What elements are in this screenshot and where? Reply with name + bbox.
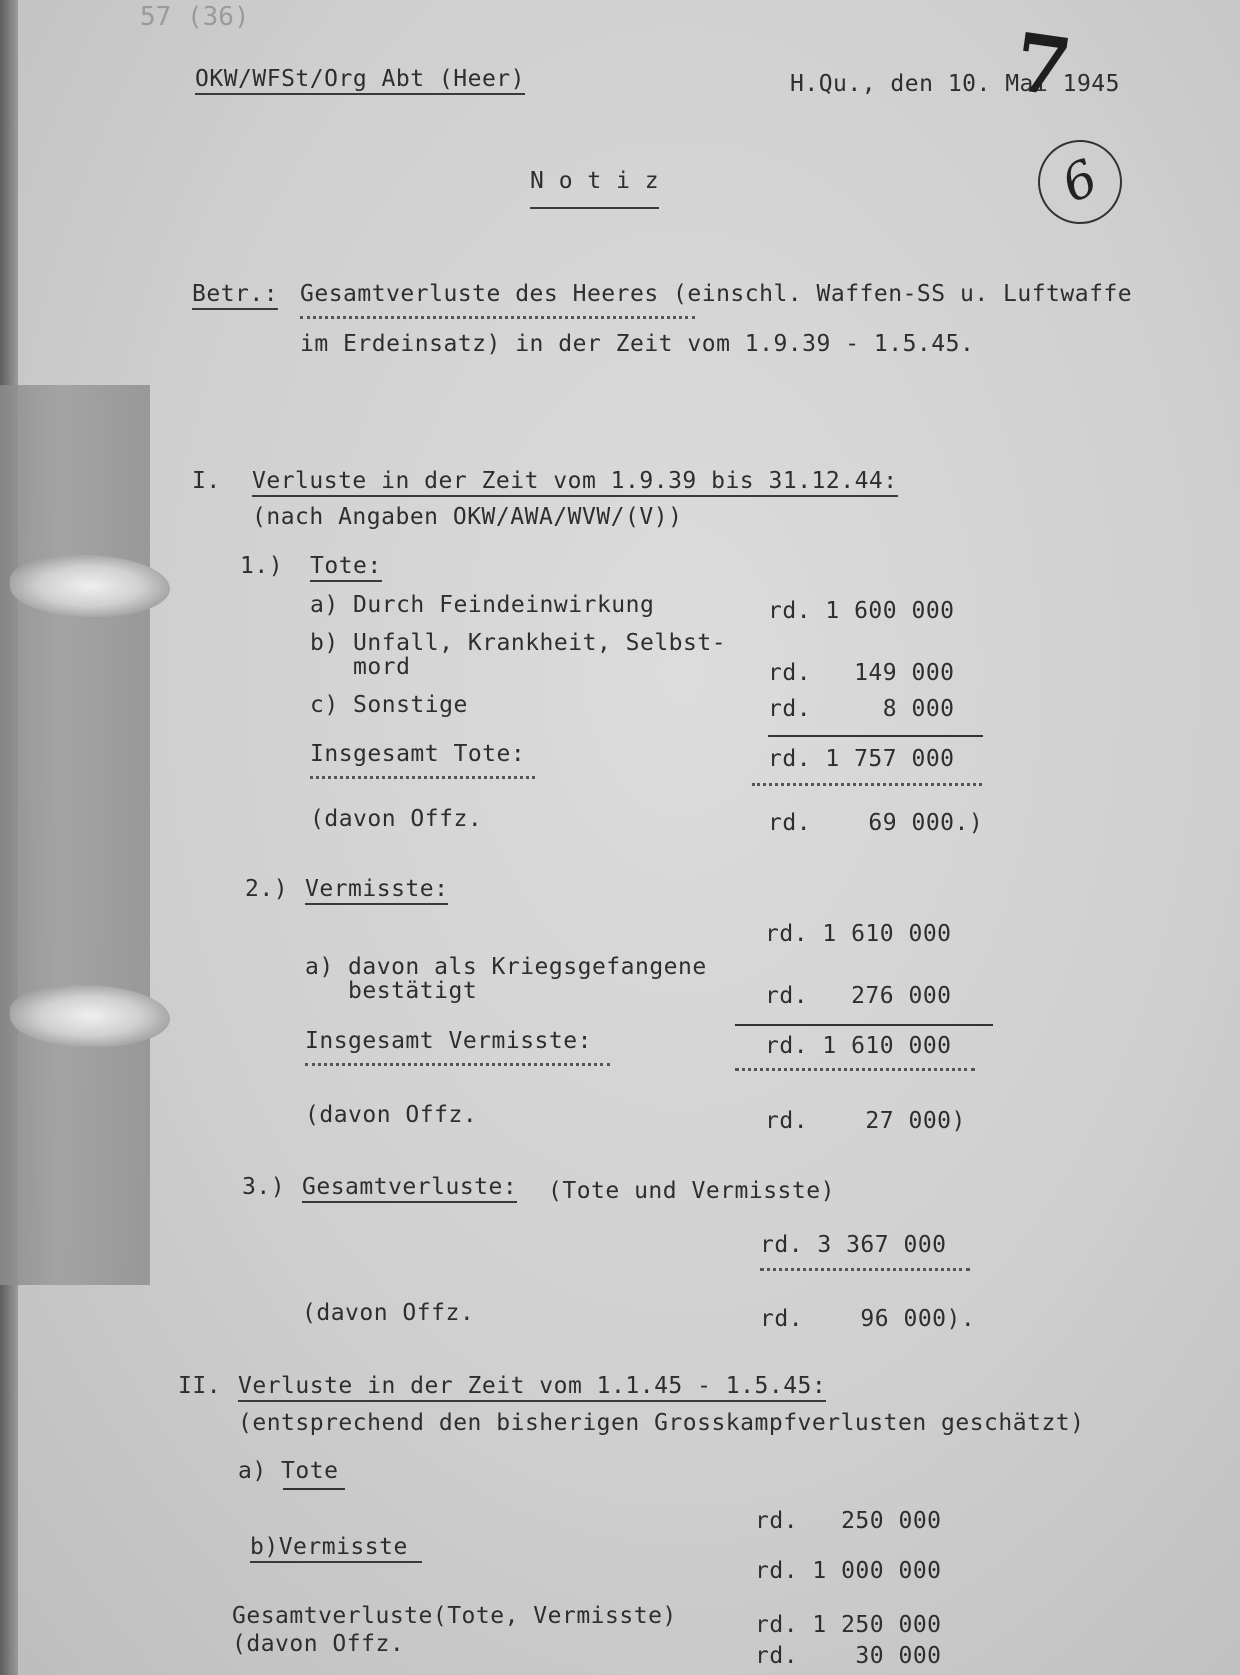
section-2-total-label: Gesamtverluste(Tote, Vermisste): [232, 1603, 677, 1629]
document-title: N o t i z: [530, 170, 659, 209]
vermisste-total-label: Insgesamt Vermisste:: [305, 1028, 592, 1054]
section-2-a-value: rd. 250 000: [755, 1508, 942, 1534]
gesamt-value: rd. 3 367 000: [760, 1232, 947, 1258]
vermisste-offz-value: rd. 27 000): [765, 1108, 966, 1134]
tote-c-label: c) Sonstige: [310, 692, 468, 718]
section-2-offz-value: rd. 30 000: [755, 1643, 942, 1669]
vermisste-number: 2.): [245, 876, 289, 902]
section-1-heading: Verluste in der Zeit vom 1.9.39 bis 31.12.44:: [252, 470, 898, 497]
double-underline: [752, 783, 982, 786]
gesamt-number: 3.): [242, 1174, 286, 1200]
gesamt-offz-label: (davon Offz.: [302, 1300, 475, 1326]
subject-label: Betr.:: [192, 283, 278, 310]
double-underline: [760, 1268, 970, 1271]
tote-b-value: rd. 149 000: [768, 660, 955, 686]
subject-line-1: Gesamtverluste des Heeres (einschl. Waffen-SS u. Luftwaffe: [300, 281, 1133, 307]
tote-offz-label: (davon Offz.: [310, 806, 483, 832]
corner-note: 57 (36): [140, 2, 250, 32]
tote-total-label: Insgesamt Tote:: [310, 741, 526, 767]
double-underline: [310, 776, 535, 779]
section-2-total-value: rd. 1 250 000: [755, 1612, 942, 1638]
handwritten-seven: 7: [1008, 14, 1077, 116]
section-2-a-label: a) Tote: [238, 1458, 339, 1484]
label-underline: [283, 1488, 345, 1490]
section-1-numeral: I.: [192, 468, 221, 494]
binding-tape: [0, 385, 150, 1285]
vermisste-heading: Vermisste:: [305, 878, 448, 905]
vermisste-a-value: rd. 276 000: [765, 983, 952, 1009]
section-2-note: (entsprechend den bisherigen Grosskampfverlusten geschätzt): [238, 1410, 1085, 1436]
tote-a-value: rd. 1 600 000: [768, 598, 955, 624]
gesamt-offz-value: rd. 96 000).: [760, 1306, 976, 1332]
section-2-heading: Verluste in der Zeit vom 1.1.45 - 1.5.45:: [238, 1375, 826, 1402]
vermisste-offz-label: (davon Offz.: [305, 1102, 478, 1128]
section-2-b-label: b)Vermisste: [250, 1536, 422, 1563]
sum-rule: [735, 1024, 993, 1026]
tote-heading: Tote:: [310, 555, 382, 582]
gesamt-heading-suffix: (Tote und Vermisste): [548, 1178, 835, 1204]
gesamt-heading: Gesamtverluste:: [302, 1176, 517, 1203]
vermisste-total-value: rd. 1 610 000: [765, 1033, 952, 1059]
tote-total-value: rd. 1 757 000: [768, 746, 955, 772]
circled-page-number: 6: [1024, 126, 1136, 238]
tote-b-label-2: mord: [310, 654, 411, 680]
vermisste-a-label-2: bestätigt: [305, 978, 478, 1004]
section-2-b-value: rd. 1 000 000: [755, 1558, 942, 1584]
tote-c-value: rd. 8 000: [768, 696, 955, 722]
tote-number: 1.): [240, 553, 284, 579]
vermisste-value: rd. 1 610 000: [765, 921, 952, 947]
double-underline: [305, 1063, 610, 1066]
sum-rule: [768, 735, 983, 737]
double-underline: [300, 316, 695, 319]
section-1-source: (nach Angaben OKW/AWA/WVW/(V)): [252, 504, 683, 530]
office-header: OKW/WFSt/Org Abt (Heer): [195, 68, 525, 95]
section-2-numeral: II.: [178, 1373, 222, 1399]
tote-a-label: a) Durch Feindeinwirkung: [310, 592, 655, 618]
tote-b-label-1: b) Unfall, Krankheit, Selbst-: [310, 630, 727, 656]
vermisste-a-label-1: a) davon als Kriegsgefangene: [305, 954, 707, 980]
tote-offz-value: rd. 69 000.): [768, 810, 984, 836]
section-2-offz-label: (davon Offz.: [232, 1631, 405, 1657]
subject-line-2: im Erdeinsatz) in der Zeit vom 1.9.39 - 1.5.45.: [300, 331, 975, 357]
date-line: H.Qu., den 10. Mai 1945: [790, 71, 1120, 97]
double-underline: [735, 1068, 975, 1071]
